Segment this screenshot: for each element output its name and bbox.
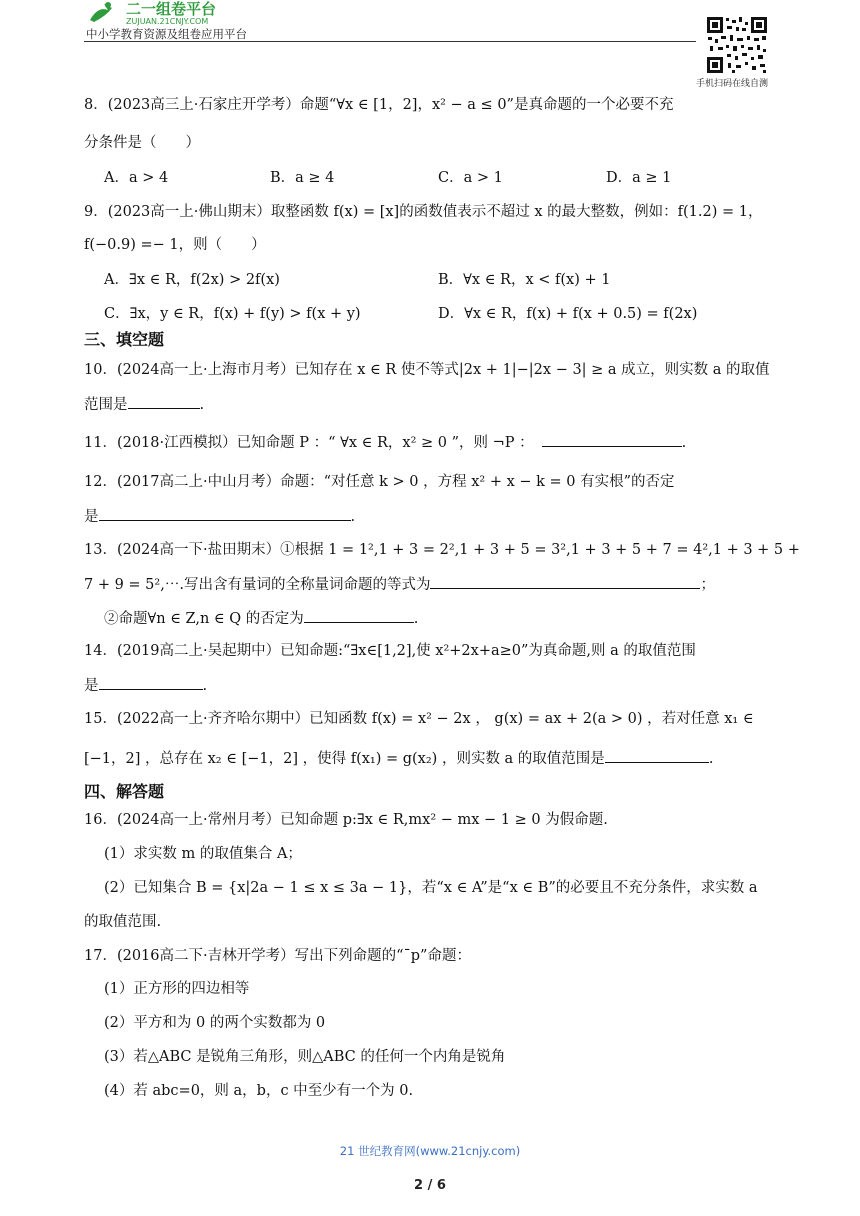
q10-answer-blank[interactable]: [128, 394, 200, 409]
question-15-stem: 15．(2022高一上·齐齐哈尔期中）已知函数 f(x) = x² − 2x ， g(x) = ax + 2(a > 0) ，若对任意 x₁ ∈: [84, 711, 754, 727]
q13-part2-prefix: ②命题∀n ∈ Z,n ∈ Q 的否定为: [104, 611, 304, 627]
site-logo: [86, 0, 286, 26]
page-number: 2 / 6: [414, 1178, 446, 1193]
q13-part1-blank[interactable]: [430, 574, 700, 589]
q14-suffix: .: [202, 678, 208, 694]
q10-suffix: .: [199, 397, 205, 413]
q15-answer-blank[interactable]: [605, 748, 709, 763]
question-17-item: (4）若 abc=0，则 a，b，c 中至少有一个为 0.: [104, 1083, 414, 1099]
q14-answer-blank[interactable]: [99, 675, 203, 690]
svg-text:二一组卷平台: 二一组卷平台: [126, 0, 217, 18]
question-12-stem: 12．(2017高二上·中山月考）命题：“对任意 k > 0 ，方程 x² + x − k = 0 有实根”的否定: [84, 474, 675, 490]
question-11: [84, 432, 686, 453]
q15-suffix: .: [708, 751, 714, 767]
q12-answer-blank[interactable]: [99, 506, 351, 521]
q10-prefix: 范围是: [84, 397, 128, 413]
q13-part1-prefix: 7 + 9 = 5²,⋯.写出含有量词的全称量词命题的等式为: [84, 577, 431, 593]
question-17-item: (1）正方形的四边相等: [104, 981, 250, 997]
question-10-stem: 10．(2024高一上·上海市月考）已知存在 x ∈ R 使不等式|2x + 1|−|2x − 3| ≥ a 成立，则实数 a 的取值: [84, 362, 770, 378]
question-14-stem: 14．(2019高二上·吴起期中）已知命题:“∃x∈[1,2],使 x²+2x+a≥0”为真命题,则 a 的取值范围: [84, 643, 696, 659]
section-heading-solutions: 四、解答题: [84, 782, 165, 801]
question-15-answer-line: [84, 748, 713, 769]
q8-option-a[interactable]: A．a > 4: [104, 170, 169, 186]
q13-part2-blank[interactable]: [304, 608, 414, 623]
question-13-part2-line: [104, 608, 418, 629]
question-16-part1: (1）求实数 m 的取值集合 A；: [104, 846, 302, 862]
q9-option-c[interactable]: C．∃x，y ∈ R，f(x) + f(y) > f(x + y): [104, 306, 361, 322]
question-9-stem-cont: f(−0.9) =− 1，则（ ）: [84, 237, 266, 253]
question-13-part1-line: [84, 574, 715, 595]
q8-option-d[interactable]: D．a ≥ 1: [606, 170, 672, 186]
q12-suffix: .: [350, 509, 356, 525]
question-14-answer-line: [84, 675, 207, 696]
q13-part2-suffix: .: [413, 611, 419, 627]
q13-part1-suffix: ；: [700, 577, 715, 593]
question-17-item: (2）平方和为 0 的两个实数都为 0: [104, 1015, 326, 1031]
question-17-item: (3）若△ABC 是锐角三角形，则△ABC 的任何一个内角是锐角: [104, 1049, 506, 1065]
question-13-stem: 13．(2024高一下·盐田期末）①根据 1 = 1²,1 + 3 = 2²,1 + 3 + 5 = 3²,1 + 3 + 5 + 7 = 4²,1 + 3 + 5 +: [84, 542, 800, 558]
qr-caption: 手机扫码在线自测: [696, 79, 769, 89]
question-8-stem: 8．(2023高三上·石家庄开学考）命题“∀x ∈ [1，2]，x² − a ≤ 0”是真命题的一个必要不充: [84, 97, 674, 113]
section-heading-fill-in: 三、填空题: [84, 330, 165, 349]
question-16-part2-cont: 的取值范围.: [84, 914, 162, 930]
question-16-stem: 16．(2024高一上·常州月考）已知命题 p:∃x ∈ R,mx² − mx − 1 ≥ 0 为假命题.: [84, 812, 608, 828]
q11-stem: 11．(2018·江西模拟）已知命题 P ：“ ∀x ∈ R，x² ≥ 0 ”，则 ¬P ：: [84, 435, 534, 451]
q8-option-c[interactable]: C．a > 1: [438, 170, 503, 186]
q15-prefix: [−1，2] ，总存在 x₂ ∈ [−1，2] ，使得 f(x₁) = g(x₂) ，则实数 a 的取值范围是: [84, 751, 605, 767]
header-divider: [84, 41, 696, 42]
question-16-part2: (2）已知集合 B = {x|2a − 1 ≤ x ≤ 3a − 1}，若“x ∈ A”是“x ∈ B”的必要且不充分条件，求实数 a: [104, 880, 758, 896]
q14-prefix: 是: [84, 678, 99, 694]
footer-site-link[interactable]: 21 世纪教育网(www.21cnjy.com): [339, 1144, 521, 1158]
q12-prefix: 是: [84, 509, 99, 525]
question-8-stem-cont: 分条件是（ ）: [84, 135, 200, 151]
q9-option-d[interactable]: D．∀x ∈ R，f(x) + f(x + 0.5) = f(2x): [438, 306, 698, 322]
q11-answer-blank[interactable]: [542, 432, 682, 447]
question-9-stem: 9．(2023高一上·佛山期末）取整函数 f(x) = [x]的函数值表示不超过 x 的最大整数，例如：f(1.2) = 1，: [84, 204, 763, 220]
q9-option-a[interactable]: A．∃x ∈ R，f(2x) > 2f(x): [104, 272, 280, 288]
header-subtitle: 中小学教育资源及组卷应用平台: [86, 27, 247, 41]
question-12-answer-line: [84, 506, 355, 527]
question-10-answer-line: [84, 394, 204, 415]
question-17-stem: 17．(2016高二下·吉林开学考）写出下列命题的“¯p”命题：: [84, 948, 471, 964]
svg-text:ZUJUAN.21CNJY.COM: ZUJUAN.21CNJY.COM: [126, 17, 209, 26]
qr-code-icon[interactable]: [706, 16, 768, 74]
q11-suffix: .: [681, 435, 687, 451]
q9-option-b[interactable]: B．∀x ∈ R，x < f(x) + 1: [438, 272, 611, 288]
q8-option-b[interactable]: B．a ≥ 4: [270, 170, 335, 186]
